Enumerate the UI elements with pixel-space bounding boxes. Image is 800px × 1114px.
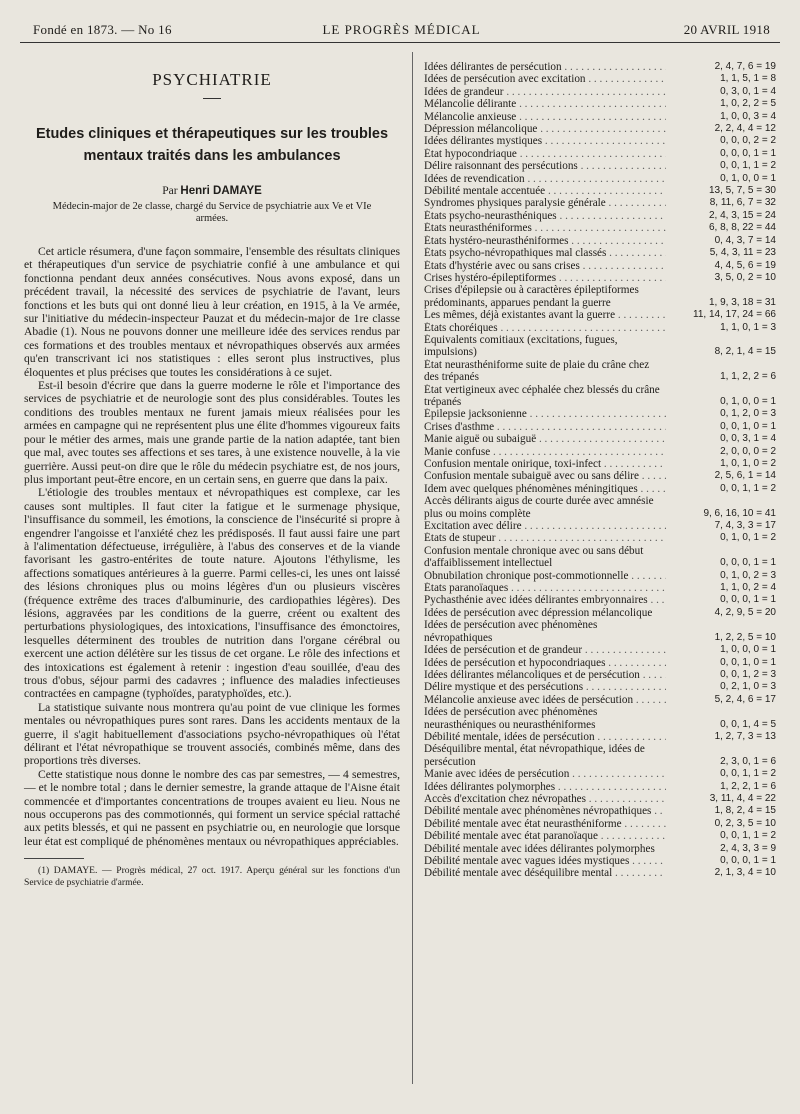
statistics-row xyxy=(424,706,776,731)
statistics-values: 0, 4, 3, 7 = 14 xyxy=(714,234,776,246)
statistics-row xyxy=(424,793,776,805)
statistics-values: 2, 4, 3, 15 = 24 xyxy=(709,209,776,221)
statistics-row xyxy=(424,222,776,234)
statistics-label: Idées délirantes mélancoliques et de persécution . . . xyxy=(424,669,666,681)
statistics-row xyxy=(424,805,776,817)
statistics-values: 1, 0, 0, 0 = 1 xyxy=(720,644,776,656)
statistics-row xyxy=(424,644,776,656)
statistics-row xyxy=(424,669,776,681)
statistics-label: État neurasthéniforme suite de plaie du crâne chez des trépanés xyxy=(424,358,650,384)
statistics-row xyxy=(424,160,776,172)
statistics-values: 2, 5, 6, 1 = 14 xyxy=(714,470,776,482)
statistics-values: 0, 0, 1, 1 = 2 xyxy=(720,482,776,494)
header-rule xyxy=(20,42,780,43)
statistics-values: 0, 1, 0, 2 = 3 xyxy=(720,569,776,581)
article-body xyxy=(24,245,400,848)
statistics-values: 0, 0, 3, 1 = 4 xyxy=(720,433,776,445)
statistics-values: 3, 11, 4, 4 = 22 xyxy=(709,792,776,804)
statistics-row xyxy=(424,322,776,334)
paragraph: La statistique suivante nous montrera qu'au point de vue clinique les formes mentales ou névropathiques pures sont rares. Dans les accidents mentaux de la guerre, il s'agit habituellement d'associations psycho-névropathiques où l'état délirant et l'état névropathique se trouvent associés, combinés même, dans des proportions très diverses. xyxy=(24,700,400,768)
statistics-label: États psycho-névropathiques mal classés . . . xyxy=(424,247,666,259)
statistics-label: Idées de persécution avec phénomènes névropathiques xyxy=(424,619,598,644)
statistics-values: 5, 2, 4, 6 = 17 xyxy=(714,693,776,705)
statistics-values: 2, 2, 4, 4 = 12 xyxy=(714,123,776,135)
statistics-values: 1, 1, 0, 1 = 3 xyxy=(720,321,776,333)
statistics-row xyxy=(424,197,776,209)
statistics-label: Idées délirantes mystiques . . . xyxy=(424,135,666,147)
statistics-row xyxy=(424,582,776,594)
header-date: 20 AVRIL 1918 xyxy=(683,22,770,37)
statistics-label: État hypocondriaque . . . xyxy=(424,148,666,160)
statistics-label: Les mêmes, déjà existantes avant la guerre . . . xyxy=(424,309,666,321)
statistics-label: Crises d'épilepsie ou à caractères épileptiformes prédominants, apparues pendant la guerre xyxy=(424,284,639,309)
statistics-label: Manie confuse . . . xyxy=(424,446,666,458)
statistics-row xyxy=(424,173,776,185)
statistics-values: 13, 5, 7, 5 = 30 xyxy=(709,185,776,197)
statistics-label: États de stupeur . . . xyxy=(424,532,666,544)
statistics-row xyxy=(424,768,776,780)
statistics-label: États choréiques . . . xyxy=(424,322,666,334)
statistics-row xyxy=(424,123,776,135)
author-affiliation: Médecin-major de 2e classe, chargé du Service de psychiatrie aux Ve et VIe armées. xyxy=(52,201,372,224)
statistics-label: Confusion mentale subaiguë avec ou sans délire . . . xyxy=(424,470,666,482)
statistics-values: 8, 11, 6, 7 = 32 xyxy=(709,197,776,209)
statistics-row xyxy=(424,73,776,85)
statistics-values: 1, 2, 7, 3 = 13 xyxy=(714,730,776,742)
statistics-row xyxy=(424,148,776,160)
section-title: PSYCHIATRIE xyxy=(152,70,272,89)
statistics-label: Manie aiguë ou subaiguë . . . xyxy=(424,433,666,445)
statistics-values: 4, 4, 5, 6 = 19 xyxy=(714,259,776,271)
statistics-label: Mélancolie anxieuse avec idées de persécution . . . xyxy=(424,694,666,706)
statistics-label: Idées de persécution et hypocondriaques . . . xyxy=(424,657,666,669)
statistics-row xyxy=(424,334,776,359)
statistics-label: Débilité mentale avec vagues idées mystiques . . . xyxy=(424,855,666,867)
article-title: Etudes cliniques et thérapeutiques sur les troubles mentaux traités dans les ambulances xyxy=(35,126,389,164)
statistics-label: Débilité mentale avec état paranoïaque . . . xyxy=(424,830,666,842)
statistics-row xyxy=(424,359,776,384)
statistics-values: 8, 2, 1, 4 = 15 xyxy=(714,346,776,358)
statistics-label: Idées de persécution et de grandeur . . . xyxy=(424,644,666,656)
statistics-label: Mélancolie délirante . . . xyxy=(424,98,666,110)
statistics-label: États neurasthéniformes . . . xyxy=(424,222,666,234)
statistics-values: 0, 2, 3, 5 = 10 xyxy=(714,817,776,829)
statistics-values: 5, 4, 3, 11 = 23 xyxy=(709,247,776,259)
statistics-row xyxy=(424,98,776,110)
running-header xyxy=(33,22,770,40)
statistics-values: 1, 2, 2, 5 = 10 xyxy=(714,631,776,643)
statistics-values: 0, 0, 1, 1 = 2 xyxy=(720,768,776,780)
statistics-label: Confusion mentale chronique avec ou sans début d'affaiblissement intellectuel xyxy=(424,544,644,570)
statistics-values: 7, 4, 3, 3 = 17 xyxy=(714,520,776,532)
statistics-row xyxy=(424,681,776,693)
statistics-label: Débilité mentale accentuée . . . xyxy=(424,185,666,197)
statistics-row xyxy=(424,210,776,222)
statistics-row xyxy=(424,495,776,520)
statistics-row xyxy=(424,421,776,433)
column-divider xyxy=(412,52,413,1084)
statistics-label: Pychasthénie avec idées délirantes embryonnaires . . . xyxy=(424,594,666,606)
statistics-values: 4, 2, 9, 5 = 20 xyxy=(714,606,776,618)
paragraph: Cette statistique nous donne le nombre des cas par semestres, — 4 semestres, — et le nombre total ; dans le dernier semestre, la grande attaque de l'Aisne était commencée et d'importantes concentrations de troupes avaient eu lieu. Nous ne nous occuperons pas des commotionnés, qui forment un service spécial rattaché aux petits blessés, et qui ne passent en psychiatrie ou, en neurologie que lorsque leur état est compliqué de phénomènes mentaux ou névropathiques appréciables. xyxy=(24,767,400,848)
statistics-label: Dépression mélancolique . . . xyxy=(424,123,666,135)
statistics-values: 0, 0, 1, 0 = 1 xyxy=(720,656,776,668)
statistics-row xyxy=(424,384,776,409)
statistics-row xyxy=(424,607,776,619)
statistics-row xyxy=(424,657,776,669)
statistics-values: 0, 1, 0, 0 = 1 xyxy=(720,395,776,407)
statistics-values: 0, 0, 1, 4 = 5 xyxy=(720,718,776,730)
statistics-label: Débilité mentale avec déséquilibre mental . . . xyxy=(424,867,666,879)
header-journal-title: LE PROGRÈS MÉDICAL xyxy=(322,22,481,37)
statistics-label: Idées délirantes de persécution . . . xyxy=(424,61,666,73)
statistics-row xyxy=(424,247,776,259)
statistics-values: 0, 1, 0, 1 = 2 xyxy=(720,532,776,544)
statistics-values: 0, 1, 0, 0 = 1 xyxy=(720,172,776,184)
statistics-values: 2, 1, 3, 4 = 10 xyxy=(714,867,776,879)
statistics-values: 0, 3, 0, 1 = 4 xyxy=(720,85,776,97)
statistics-row xyxy=(424,86,776,98)
statistics-row xyxy=(424,619,776,644)
statistics-label: Idées délirantes polymorphes . . . xyxy=(424,781,666,793)
statistics-values: 0, 0, 0, 1 = 1 xyxy=(720,557,776,569)
statistics-values: 1, 0, 1, 0 = 2 xyxy=(720,458,776,469)
statistics-row xyxy=(424,731,776,743)
paragraph: Cet article résumera, d'une façon sommaire, l'ensemble des résultats cliniques et thérapeutiques d'un service de psychiatrie confié à une ambulance et qui fonctionna pendant deux années consécutives. Nous avons exposé, dans un précédent travail, la nécessité des services de psychiatrie de l'avant, leurs fonctions et les buts qui ont donné lieu à leur création, en 1915, à la Ve armée, sur l'initiative du médecin-inspecteur Pauzat et du médecin-major de 1re classe Abadie (1). Nous ne pouvons donner une meilleure idée des services rendus par ces formations et des troubles mentaux et névropathiques observés aux armées qu'en transcrivant ici nos statistiques : elles seront plus instructives, plus éloquentes et plus précises que toutes les considérations à ce sujet. xyxy=(24,245,400,379)
footnote-rule xyxy=(24,858,84,859)
statistics-values: 1, 1, 2, 2 = 6 xyxy=(720,371,776,383)
statistics-values: 0, 0, 0, 1 = 1 xyxy=(720,147,776,159)
statistics-row xyxy=(424,111,776,123)
statistics-row xyxy=(424,867,776,879)
statistics-values: 2, 0, 0, 0 = 2 xyxy=(720,445,776,457)
statistics-label: Idem avec quelques phénomènes méningitiques . . . xyxy=(424,483,666,495)
statistics-values: 0, 2, 1, 0 = 3 xyxy=(720,681,776,693)
paragraph: L'étiologie des troubles mentaux et névropathiques est complexe, car les causes sont multiples. Il faut citer la fatigue et le surmenage physique, l'insuffisance du sommeil, les émotions, la conscience de l'insécurité si propre à engendrer l'angoisse et l'anxiété chez les prédisposés. Il faut aussi faire une part à l'alimentation défectueuse, irrégulière, à l'abus des conserves et de la viande favorisant les gastro-entérites de toute nature. Ajoutons l'éthylisme, les affections somatiques antérieures à la guerre. Parmi celles-ci, les unes ont laissé des lésions chroniques plus ou moins légères d'un ou plusieurs viscères (fréquence extrême des traces d'albuminurie, des cardiopathies légères). Des lésions, aggravées par les conditions de la guerre, créent ou exaltent des perturbations physiologiques, des intoxications, l'insuffisance des émonctoires, lesquelles déterminent des troubles de nutrition dans l'organe cérébral ou exercent une action délétère sur les tissus de cet organe. Le rôle des infections et des intoxications est également à retenir : ingestion d'eau souillée, d'eau des trous d'obus, séjour parmi des cadavres ; influence des maladies infectieuses contractées en campagne (typhoïdes, paratyphoïdes, etc.). xyxy=(24,486,400,701)
statistics-row xyxy=(424,545,776,570)
statistics-column xyxy=(424,61,776,880)
statistics-label: Syndromes physiques paralysie générale . . . xyxy=(424,197,666,209)
statistics-label: Idées de persécution avec dépression mélancolique xyxy=(424,606,653,619)
statistics-label: Idées de revendication . . . xyxy=(424,173,666,185)
statistics-label: Obnubilation chronique post-commotionnelle . . . xyxy=(424,570,666,582)
statistics-values: 0, 0, 1, 2 = 3 xyxy=(720,668,776,680)
section-rule xyxy=(203,98,221,99)
statistics-row xyxy=(424,594,776,606)
statistics-row xyxy=(424,694,776,706)
statistics-row xyxy=(424,446,776,458)
statistics-row xyxy=(424,855,776,867)
statistics-row xyxy=(424,818,776,830)
statistics-label: Débilité mentale avec phénomènes névropathiques . . . xyxy=(424,805,666,817)
statistics-values: 1, 8, 2, 4 = 15 xyxy=(714,805,776,817)
statistics-values: 1, 0, 0, 3 = 4 xyxy=(720,110,776,122)
statistics-row xyxy=(424,185,776,197)
article-column xyxy=(24,60,400,888)
statistics-values: 3, 5, 0, 2 = 10 xyxy=(714,271,776,283)
statistics-values: 0, 0, 1, 1 = 2 xyxy=(720,160,776,172)
statistics-values: 6, 8, 8, 22 = 44 xyxy=(709,222,776,234)
statistics-row xyxy=(424,843,776,855)
statistics-values: 11, 14, 17, 24 = 66 xyxy=(693,309,776,321)
statistics-label: États paranoïaques . . . xyxy=(424,582,666,594)
statistics-label: États d'hystérie avec ou sans crises . . . xyxy=(424,260,666,272)
statistics-row xyxy=(424,260,776,272)
statistics-label: Manie avec idées de persécution . . . xyxy=(424,768,666,780)
statistics-row xyxy=(424,284,776,309)
statistics-label: Débilité mentale avec état neurasthéniforme . . . xyxy=(424,818,666,830)
statistics-values: 2, 3, 0, 1 = 6 xyxy=(720,755,776,767)
statistics-row xyxy=(424,235,776,247)
statistics-row xyxy=(424,570,776,582)
statistics-values: 2, 4, 3, 3 = 9 xyxy=(720,842,776,854)
statistics-row xyxy=(424,830,776,842)
statistics-values: 1, 0, 2, 2 = 5 xyxy=(720,98,776,110)
statistics-label: Crises hystéro-épileptiformes . . . xyxy=(424,272,666,284)
statistics-label: Excitation avec délire . . . xyxy=(424,520,666,532)
statistics-label: Délire raisonnant des persécutions . . . xyxy=(424,160,666,172)
statistics-label: Idées de grandeur . . . xyxy=(424,86,666,98)
footnote: (1) DAMAYE. — Progrès médical, 27 oct. 1917. Aperçu général sur les fonctions d'un Service de psychiatrie d'armée. xyxy=(24,865,400,888)
statistics-values: 0, 1, 2, 0 = 3 xyxy=(720,408,776,420)
statistics-label: Accès d'excitation chez névropathes . . . xyxy=(424,793,666,805)
statistics-label: Débilité mentale, idées de persécution . . . xyxy=(424,731,666,743)
byline-prefix: Par xyxy=(162,185,178,197)
statistics-label: Épilepsie jacksonienne . . . xyxy=(424,408,666,420)
header-founded: Fondé en 1873. — No 16 xyxy=(33,22,172,37)
statistics-label: Délire mystique et des persécutions . . . xyxy=(424,681,666,693)
statistics-values: 0, 0, 0, 1 = 1 xyxy=(720,594,776,606)
statistics-row xyxy=(424,272,776,284)
statistics-values: 0, 0, 0, 2 = 2 xyxy=(720,135,776,147)
statistics-label: État vertigineux avec céphalée chez blessés du crâne trépanés xyxy=(424,383,660,408)
statistics-row xyxy=(424,483,776,495)
statistics-values: 1, 2, 2, 1 = 6 xyxy=(720,780,776,792)
statistics-row xyxy=(424,433,776,445)
statistics-row xyxy=(424,458,776,470)
statistics-label: Débilité mentale avec idées délirantes polymorphes xyxy=(424,842,655,855)
statistics-row xyxy=(424,408,776,420)
statistics-values: 1, 9, 3, 18 = 31 xyxy=(709,296,776,308)
statistics-row xyxy=(424,532,776,544)
statistics-label: Mélancolie anxieuse . . . xyxy=(424,111,666,123)
author-name: Henri DAMAYE xyxy=(180,185,262,197)
statistics-row xyxy=(424,61,776,73)
statistics-label: Idées de persécution avec phénomènes neurasthéniques ou neurasthéniformes xyxy=(424,706,598,731)
statistics-label: Accès délirants aigus de courte durée avec amnésie plus ou moins complète xyxy=(424,495,654,520)
statistics-values: 1, 1, 5, 1 = 8 xyxy=(720,73,776,85)
statistics-label: États psycho-neurasthéniques . . . xyxy=(424,210,666,222)
statistics-row xyxy=(424,470,776,482)
statistics-label: Confusion mentale onirique, toxi-infect . . . xyxy=(424,458,666,470)
statistics-row xyxy=(424,309,776,321)
statistics-label: Idées de persécution avec excitation . . . xyxy=(424,73,666,85)
statistics-values: 2, 4, 7, 6 = 19 xyxy=(714,61,776,72)
statistics-values: 0, 0, 0, 1 = 1 xyxy=(720,855,776,866)
statistics-label: Équivalents comitiaux (excitations, fugues, impulsions) xyxy=(424,333,618,359)
statistics-row xyxy=(424,743,776,768)
statistics-values: 1, 1, 0, 2 = 4 xyxy=(720,582,776,594)
statistics-label: Déséquilibre mental, état névropathique, idées de persécution xyxy=(424,743,645,768)
statistics-label: États hystéro-neurasthéniformes . . . xyxy=(424,235,666,247)
statistics-label: Crises d'asthme . . . xyxy=(424,421,666,433)
paragraph: Est-il besoin d'écrire que dans la guerre moderne le rôle et l'importance des services de psychiatrie et de neurologie sont des plus considérables. Toutes les conditions des troubles mentaux ne furent jamais mieux réalisées pour les armées en campagne qui ne représentent plus une élite d'hommes vigoureux faits pour le métier des armes, mais une grande partie de la nation adaptée, tant bien que mal, avec toutes ses affections et ses tares, à une existence nouvelle, à la vie guerrière. Aussi peut-on dire que le rôle du médecin psychiatre est, de nos jours, plus important peut-être encore, en un certain sens, en guerre que dans la paix. xyxy=(24,379,400,486)
byline xyxy=(24,185,400,197)
statistics-values: 0, 0, 1, 0 = 1 xyxy=(720,420,776,432)
statistics-values: 0, 0, 1, 1 = 2 xyxy=(720,830,776,842)
statistics-row xyxy=(424,781,776,793)
statistics-row xyxy=(424,520,776,532)
statistics-row xyxy=(424,135,776,147)
statistics-values: 9, 6, 16, 10 = 41 xyxy=(703,507,776,519)
